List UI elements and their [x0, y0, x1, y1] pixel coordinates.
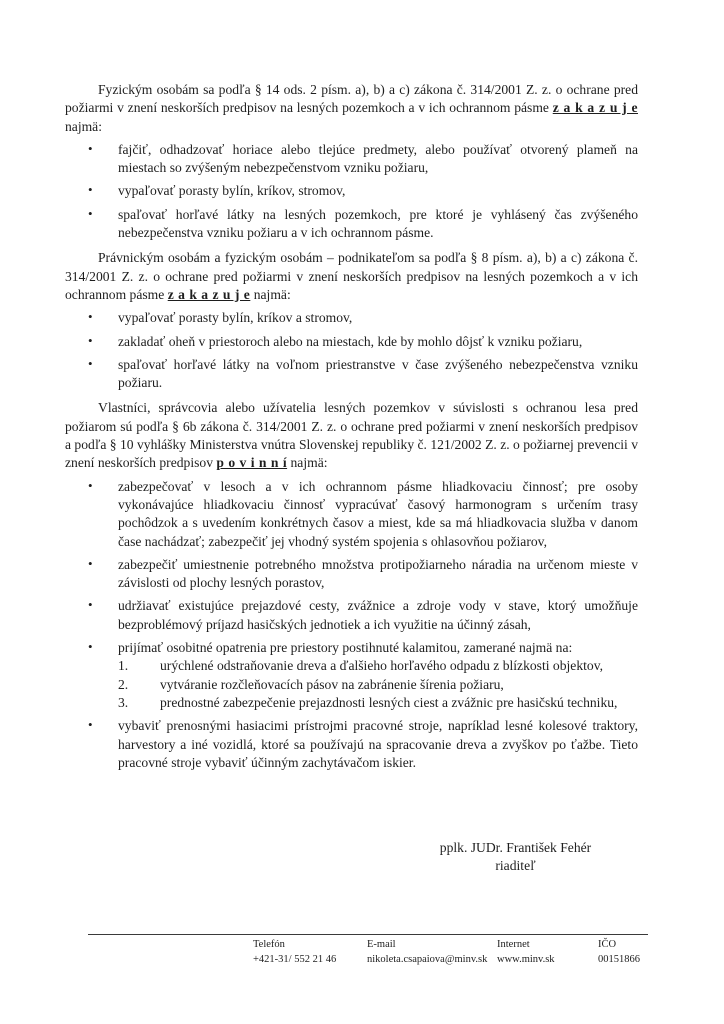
numbered-item-text: vytváranie rozčleňovacích pásov na zabránenie šírenia požiaru,: [160, 676, 504, 692]
list-item: [65, 556, 638, 593]
footer-telephone-label: Telefón: [253, 939, 285, 950]
footer-email-value: nikoleta.csapaiova@minv.sk: [367, 953, 488, 965]
bullet-icon: •: [88, 555, 93, 571]
paragraph-tail-text: najmä:: [250, 286, 291, 302]
list-item-text: vypaľovať porasty bylín, kríkov a stromov,: [118, 310, 353, 326]
bullet-icon: •: [88, 717, 93, 733]
footer-ico-label: IČO: [598, 939, 617, 950]
list-item-text: zabezpečovať v lesoch a v ich ochrannom pásme hliadkovaciu činnosť; pre osoby vykonávajúce hliadkovaciu činnosť vypracúvať časový harmonogram s určením trasy pochôdzok a s uvedením konkrétnych časov a miest, kde sa má hliadkovacia služba v danom čase nachádzať; zabezpečiť jej vhodný systém spojenia s ohlasovňou požiarov,: [118, 478, 638, 549]
paragraph-lead-text: Vlastníci, správcovia alebo užívatelia lesných pozemkov v súvislosti s ochranou lesa pred požiarom sú podľa § 6b zákona č. 314/2001 Z. z. o ochrane pred požiarmi v znení neskorších predpisov a podľa § 10 vyhlášky Ministerstva vnútra Slovenskej republiky č. 121/2002 Z. z. o požiarnej prevencii v znení neskorších predpisov: [65, 400, 638, 471]
list-item-text: spaľovať horľavé látky na voľnom priestranstve v čase zvýšeného nebezpečenstva vzniku požiaru.: [118, 356, 638, 391]
numbered-item-label: 2.: [118, 676, 129, 692]
list-item: [65, 356, 638, 393]
footer-internet: [497, 938, 555, 967]
signature-block: [398, 839, 633, 876]
list-item: [65, 309, 638, 327]
footer-email: [367, 938, 487, 967]
numbered-item-text: prednostné zabezpečenie prejazdnosti lesných ciest a zvážnic pre hasičskú techniku,: [160, 694, 618, 710]
numbered-item-text: urýchlené odstraňovanie dreva a ďalšieho horľavého odpadu z blízkosti objektov,: [160, 658, 604, 674]
list-item: [65, 206, 638, 243]
paragraph-lead-text: Právnickým osobám a fyzickým osobám – podnikateľom sa podľa § 8 písm. a), b) a c) zákona č. 314/2001 Z. z. o ochrane pred požiarmi v znení neskorších predpisov na lesných pozemkoch a v ich ochrannom pásme: [65, 250, 638, 302]
emphasis-zakazuje: z a k a z u j e: [167, 286, 251, 302]
paragraph-tail-text: najmä:: [287, 455, 328, 471]
bullet-icon: •: [88, 639, 93, 655]
paragraph-lead-text: Fyzickým osobám sa podľa § 14 ods. 2 písm. a), b) a c) zákona č. 314/2001 Z. z. o ochrane pred požiarmi v znení neskorších predpisov na lesných pozemkoch a v ich ochrannom pásme: [65, 82, 638, 116]
bullet-icon: •: [88, 597, 93, 613]
list-item-text: spaľovať horľavé látky na lesných pozemkoch, pre ktoré je vyhlásený čas zvýšeného nebezpečenstva vzniku požiaru a v ich ochrannom pásme.: [118, 206, 638, 241]
bullet-icon: •: [88, 140, 93, 156]
paragraph-vlastnici: [65, 399, 638, 472]
footer-ico: [598, 938, 640, 967]
numbered-item: [118, 676, 638, 694]
letterhead-footer: [88, 934, 648, 985]
list-item: [65, 141, 638, 178]
paragraph-tail-text: najmä:: [65, 118, 102, 134]
numbered-item-label: 3.: [118, 694, 129, 710]
numbered-item: [118, 694, 638, 712]
footer-telephone-value: +421-31/ 552 21 46: [253, 953, 337, 965]
bullet-icon: •: [88, 205, 93, 221]
list-item: [65, 717, 638, 772]
list-item-text: fajčiť, odhadzovať horiace alebo tlejúce predmety, alebo používať otvorený plameň na miestach so zvýšeným nebezpečenstvom vzniku požiaru,: [118, 141, 638, 176]
emphasis-povinni: p o v i n n í: [216, 455, 288, 471]
list-item-text: prijímať osobitné opatrenia pre priestory postihnuté kalamitou, zamerané najmä na:: [118, 640, 573, 656]
bullet-icon: •: [88, 332, 93, 348]
signatory-name: pplk. JUDr. František Fehér: [439, 840, 592, 856]
list-item-text: udržiavať existujúce prejazdové cesty, zvážnice a zdroje vody v stave, ktorý umožňuje bezproblémový príjazd hasičských jednotiek a ich využitie na účinný zásah,: [118, 598, 638, 632]
list-item: [65, 597, 638, 634]
footer-telephone: [253, 938, 336, 967]
list-item: [65, 478, 638, 551]
footer-internet-label: Internet: [497, 939, 530, 950]
bullet-icon: •: [88, 477, 93, 493]
list-item: [65, 182, 638, 200]
bullet-icon: •: [88, 355, 93, 371]
list-item-text: vypaľovať porasty bylín, kríkov, stromov,: [118, 183, 346, 199]
footer-ico-value: 00151866: [598, 953, 640, 965]
footer-email-label: E-mail: [367, 939, 396, 950]
numbered-item-label: 1.: [118, 658, 129, 674]
list-item: [65, 333, 638, 351]
list-item-text: zakladať oheň v priestoroch alebo na miestach, kde by mohlo dôjsť k vzniku požiaru,: [118, 333, 583, 349]
bullet-icon: •: [88, 309, 93, 325]
footer-internet-value: www.minv.sk: [497, 953, 555, 965]
numbered-item: [118, 657, 638, 675]
list-item-text: vybaviť prenosnými hasiacimi prístrojmi pracovné stroje, napríklad lesné kolesové traktory, harvestory a iné vozidlá, ktoré sa používajú na spracovanie dreva a zvyškov po ťažbe. Tieto pracovné stroje vybaviť účinným zachytávačom iskier.: [118, 718, 638, 770]
bullet-icon: •: [88, 182, 93, 198]
paragraph-fyzicke-osoby: [65, 81, 638, 136]
document-body: [65, 81, 638, 876]
signatory-title: riaditeľ: [495, 858, 536, 874]
list-item-kalamita: [65, 639, 638, 712]
paragraph-pravnicke-osoby: [65, 249, 638, 304]
emphasis-zakazuje: z a k a z u j e: [552, 100, 638, 116]
list-item-text: zabezpečiť umiestnenie potrebného množstva protipožiarneho náradia na určenom mieste v závislosti od plochy lesných porastov,: [118, 556, 638, 591]
